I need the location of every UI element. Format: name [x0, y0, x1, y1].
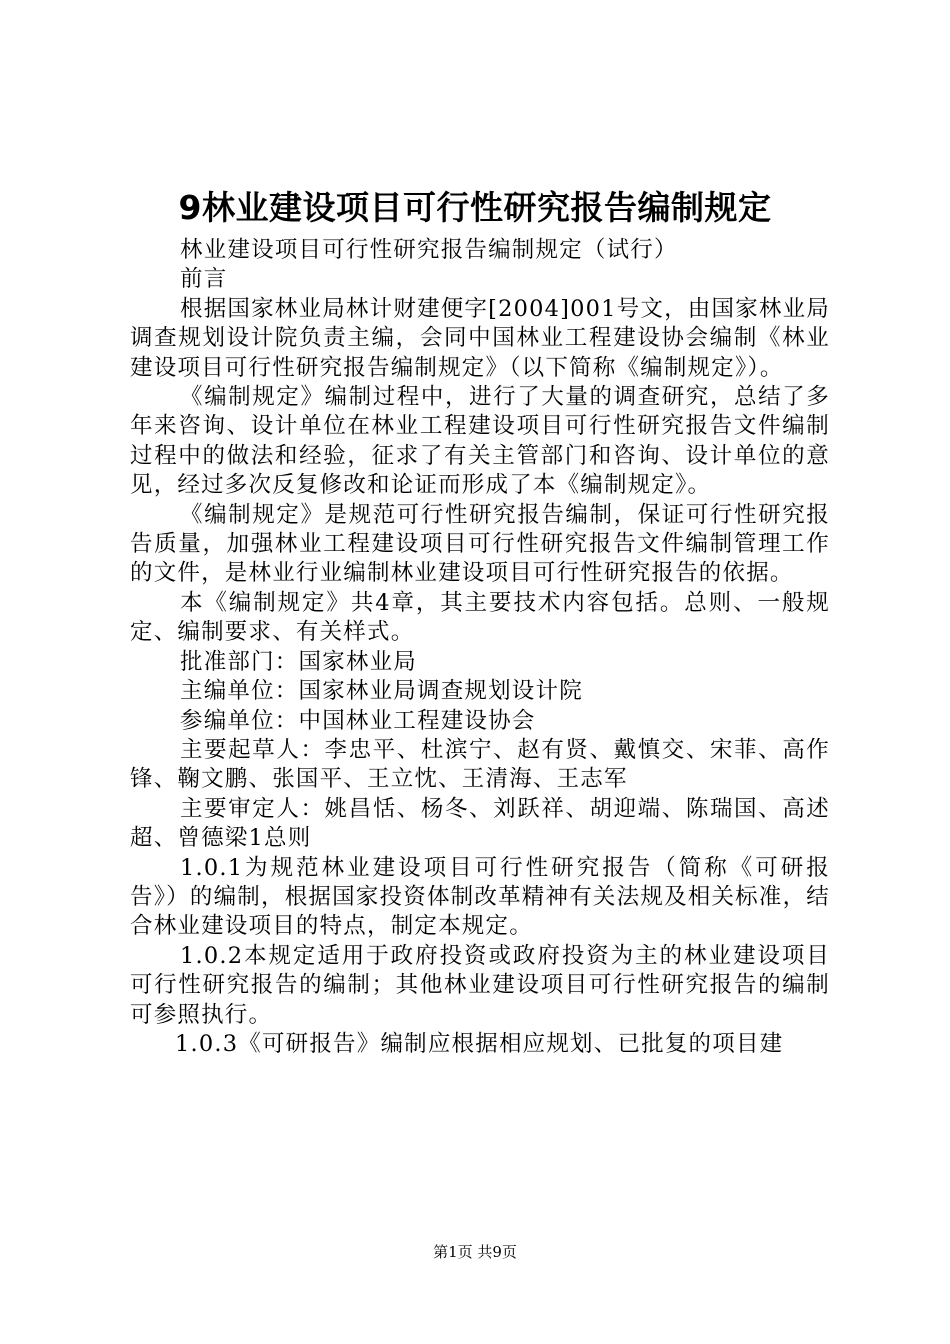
main-reviewers: 主要审定人：姚昌恬、杨冬、刘跃祥、胡迎端、陈瑞国、高述超、曾德梁1总则 — [130, 795, 830, 852]
page-number-footer: 第1页 共9页 — [433, 1243, 517, 1261]
body-paragraph: 本《编制规定》共4章，其主要技术内容包括。总则、一般规定、编制要求、有关样式。 — [130, 589, 830, 646]
document-body — [130, 236, 830, 1059]
co-editor-unit: 参编单位：中国林业工程建设协会 — [180, 707, 536, 734]
body-paragraph: 根据国家林业局林计财建便字[2004]001号文，由国家林业局调查规划设计院负责主编，会同中国林业工程建设协会编制《林业建设项目可行性研究报告编制规定》（以下简称《编制规定》）。 — [130, 295, 830, 381]
document-title: 9林业建设项目可行性研究报告编制规定 — [178, 188, 772, 227]
chief-editor-unit: 主编单位：国家林业局调查规划设计院 — [180, 678, 583, 705]
main-drafters: 主要起草人：李忠平、杜滨宁、赵有贤、戴慎交、宋菲、高作锋、鞠文鹏、张国平、王立忱、王清海、王志军 — [130, 736, 830, 793]
preface-heading: 前言 — [180, 266, 228, 293]
body-paragraph: 《编制规定》编制过程中，进行了大量的调查研究，总结了多年来咨询、设计单位在林业工程建设项目可行性研究报告文件编制过程中的做法和经验，征求了有关主管部门和咨询、设计单位的意见，经过多次反复修改和论证而形成了本《编制规定》。 — [130, 384, 830, 499]
clause-1-0-3: 1.0.3《可研报告》编制应根据相应规划、已批复的项目建 — [175, 1030, 784, 1057]
clause-1-0-2: 1.0.2本规定适用于政府投资或政府投资为主的林业建设项目可行性研究报告的编制；其他林业建设项目可行性研究报告的编制可参照执行。 — [130, 942, 830, 1028]
clause-1-0-1: 1.0.1为规范林业建设项目可行性研究报告（简称《可研报告》）的编制，根据国家投资体制改革精神有关法规及相关标准，结合林业建设项目的特点，制定本规定。 — [130, 854, 830, 940]
subtitle-paragraph: 林业建设项目可行性研究报告编制规定（试行） — [180, 237, 678, 263]
approval-department: 批准部门：国家林业局 — [180, 648, 418, 675]
body-paragraph: 《编制规定》是规范可行性研究报告编制，保证可行性研究报告质量，加强林业工程建设项目可行性研究报告文件编制管理工作的文件，是林业行业编制林业建设项目可行性研究报告的依据。 — [130, 501, 830, 587]
